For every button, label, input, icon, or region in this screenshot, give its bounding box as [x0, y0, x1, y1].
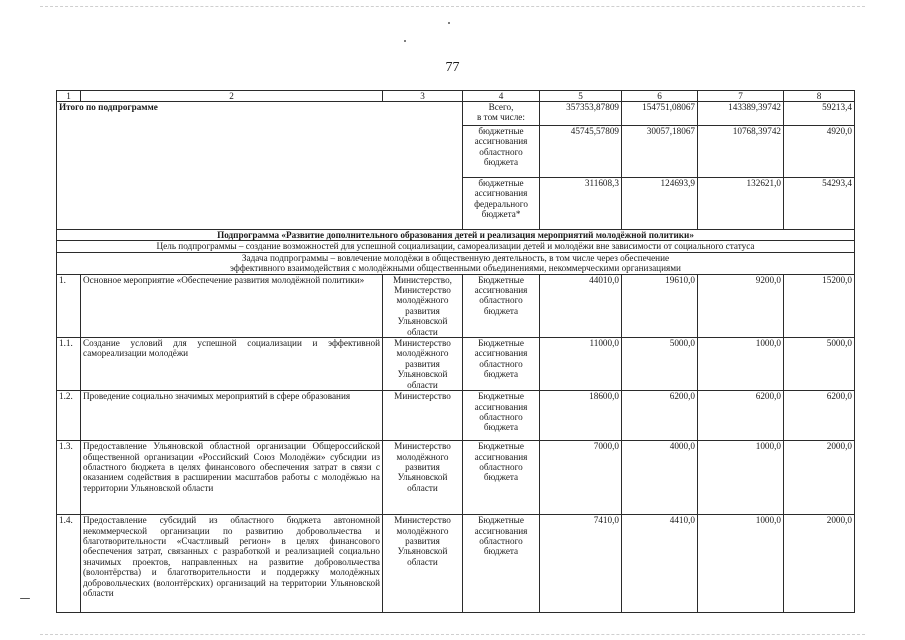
- item-number: 1.1.: [57, 338, 81, 391]
- value-col8: 54293,4: [784, 178, 855, 230]
- funding-source: бюджетные ассигнования федерального бюджета*: [463, 178, 540, 230]
- table-row: [57, 441, 855, 515]
- table-row: [57, 274, 855, 337]
- value-col7: 143389,39742: [698, 102, 784, 126]
- funding-source: Бюджетные ассигнования областного бюджета: [463, 515, 540, 613]
- value-col8: 15200,0: [784, 274, 855, 337]
- item-executor: Министерство молодёжного развития Ульяновской области: [383, 338, 463, 391]
- item-number: 1.4.: [57, 515, 81, 613]
- scan-edge-bottom: [40, 634, 865, 635]
- funding-source: Бюджетные ассигнования областного бюджета: [463, 441, 540, 515]
- value-col7: 1000,0: [698, 338, 784, 391]
- value-col7: 9200,0: [698, 274, 784, 337]
- item-executor: Министерство, Министерство молодёжного развития Ульяновской области: [383, 274, 463, 337]
- budget-table: [56, 90, 855, 613]
- value-col5: 7410,0: [540, 515, 622, 613]
- value-col5: 7000,0: [540, 441, 622, 515]
- value-col5: 44010,0: [540, 274, 622, 337]
- subprogram-title: Подпрограмма «Развитие дополнительного образования детей и реализация мероприятий молодёжной политики»: [57, 230, 855, 241]
- value-col5: 18600,0: [540, 391, 622, 441]
- item-name: Предоставление Ульяновской областной организации Общероссийской общественной организации «Российский Союз Молодёжи» субсидии из областного бюджета в целях финансового обеспечения затрат в связи с оказанием содействия в расширении масштабов работы с молодёжью на территории Ульяновской области: [81, 441, 383, 515]
- value-col6: 30057,18067: [622, 126, 698, 178]
- value-col8: 59213,4: [784, 102, 855, 126]
- column-number: 5: [540, 91, 622, 102]
- funding-source: Бюджетные ассигнования областного бюджета: [463, 338, 540, 391]
- value-col5: 311608,3: [540, 178, 622, 230]
- value-col8: 2000,0: [784, 441, 855, 515]
- column-number: 1: [57, 91, 81, 102]
- column-number: 6: [622, 91, 698, 102]
- item-number: 1.2.: [57, 391, 81, 441]
- item-executor: Министерство: [383, 391, 463, 441]
- value-col8: 6200,0: [784, 391, 855, 441]
- value-col6: 19610,0: [622, 274, 698, 337]
- value-col7: 1000,0: [698, 515, 784, 613]
- value-col5: 11000,0: [540, 338, 622, 391]
- scan-edge-top: [40, 6, 865, 7]
- subprogram-title-row: [57, 230, 855, 241]
- value-col6: 6200,0: [622, 391, 698, 441]
- value-col8: 5000,0: [784, 338, 855, 391]
- value-col7: 1000,0: [698, 441, 784, 515]
- table-row: [57, 515, 855, 613]
- scan-speck: [448, 22, 450, 24]
- total-label: Итого по подпрограмме: [57, 102, 463, 230]
- item-name: Основное мероприятие «Обеспечение развития молодёжной политики»: [81, 274, 383, 337]
- column-number: 7: [698, 91, 784, 102]
- funding-source: Бюджетные ассигнования областного бюджета: [463, 391, 540, 441]
- value-col6: 4410,0: [622, 515, 698, 613]
- value-col5: 357353,87809: [540, 102, 622, 126]
- subprogram-task-row: [57, 252, 855, 274]
- subprogram-goal-row: [57, 241, 855, 252]
- value-col6: 5000,0: [622, 338, 698, 391]
- scan-speck: [20, 598, 30, 599]
- item-name: Проведение социально значимых мероприятий в сфере образования: [81, 391, 383, 441]
- scan-speck: [404, 40, 406, 42]
- column-number: 3: [383, 91, 463, 102]
- total-row: [57, 102, 855, 126]
- funding-source: Всего, в том числе:: [463, 102, 540, 126]
- page-number: 77: [445, 60, 460, 75]
- column-number: 4: [463, 91, 540, 102]
- value-col7: 10768,39742: [698, 126, 784, 178]
- column-number-row: [57, 91, 855, 102]
- funding-source: Бюджетные ассигнования областного бюджета: [463, 274, 540, 337]
- item-executor: Министерство молодёжного развития Ульяновской области: [383, 515, 463, 613]
- value-col6: 124693,9: [622, 178, 698, 230]
- item-number: 1.3.: [57, 441, 81, 515]
- item-executor: Министерство молодёжного развития Ульяновской области: [383, 441, 463, 515]
- value-col7: 132621,0: [698, 178, 784, 230]
- subprogram-task: Задача подпрограммы – вовлечение молодёжи в общественную деятельность, в том числе через обеспечение эффективного взаимодействия с молодёжными общественными объединениями, некоммерческими организациями: [57, 252, 855, 274]
- subprogram-goal: Цель подпрограммы – создание возможностей для успешной социализации, самореализации детей и молодёжи вне зависимости от социального статуса: [57, 241, 855, 252]
- value-col6: 4000,0: [622, 441, 698, 515]
- value-col7: 6200,0: [698, 391, 784, 441]
- item-name: Предоставление субсидий из областного бюджета автономной некоммерческой организации по развитию добровольчества и благотворительности «Счастливый регион» в целях финансового обеспечения затрат, связанных с разработкой и реализацией социально значимых проектов, направленных на развитие добровольчества (волонтёрства) и благотворительности и поддержку молодёжных добровольческих (волонтёрских) организаций на территории Ульяновской области: [81, 515, 383, 613]
- table-row: [57, 338, 855, 391]
- value-col6: 154751,08067: [622, 102, 698, 126]
- value-col5: 45745,57809: [540, 126, 622, 178]
- table-row: [57, 391, 855, 441]
- column-number: 8: [784, 91, 855, 102]
- item-name: Создание условий для успешной социализации и эффективной самореализации молодёжи: [81, 338, 383, 391]
- column-number: 2: [81, 91, 383, 102]
- value-col8: 4920,0: [784, 126, 855, 178]
- funding-source: бюджетные ассигнования областного бюджета: [463, 126, 540, 178]
- item-number: 1.: [57, 274, 81, 337]
- value-col8: 2000,0: [784, 515, 855, 613]
- budget-table-wrapper: [56, 90, 854, 613]
